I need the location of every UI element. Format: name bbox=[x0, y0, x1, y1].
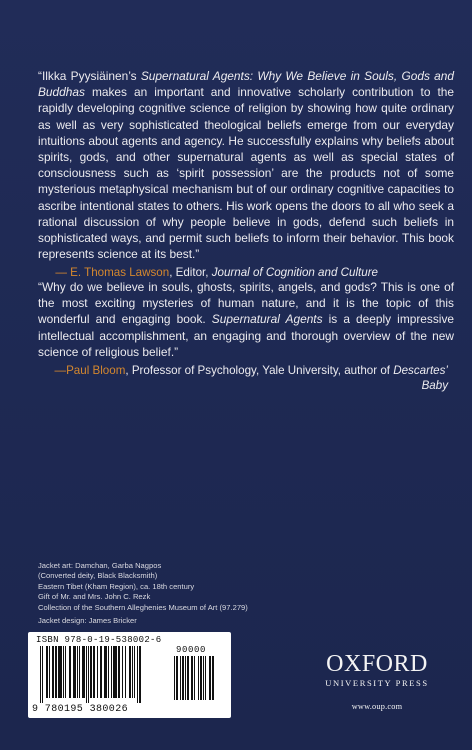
barcode-bar bbox=[191, 656, 193, 700]
barcode-bar bbox=[122, 646, 123, 698]
barcode-bar bbox=[77, 646, 78, 698]
barcode-bar bbox=[187, 656, 189, 700]
barcode-bar bbox=[55, 646, 57, 698]
barcode-bar bbox=[182, 656, 184, 700]
quote-body: is a deeply impressive intellectual accomplishment, an engaging and thorough overview of the new science of religious belief.” bbox=[38, 312, 454, 359]
barcode-bar bbox=[125, 646, 126, 698]
attribution-dash: — bbox=[55, 266, 67, 280]
credit-line: Collection of the Southern Alleghenies Museum of Art (97.279) bbox=[38, 602, 248, 612]
credit-line: Gift of Mr. and Mrs. John C. Rezk bbox=[38, 592, 151, 602]
quote-book-title: Supernatural Agents bbox=[211, 312, 323, 327]
barcode-bar bbox=[132, 646, 133, 698]
attribution-dash: — bbox=[54, 364, 67, 378]
barcode-bar bbox=[113, 646, 117, 698]
barcode-bar bbox=[205, 656, 206, 700]
barcode-bar bbox=[90, 646, 92, 698]
endorser-affiliation: Descartes’ Baby bbox=[393, 364, 448, 393]
quote-lead: “Ilkka Pyysiäinen’s bbox=[38, 69, 141, 83]
barcode-bar bbox=[104, 646, 107, 698]
ean-number: 9 780195 380026 bbox=[32, 704, 129, 715]
barcode-bar bbox=[185, 656, 186, 700]
barcode-bar bbox=[203, 656, 204, 700]
barcode-bar bbox=[134, 646, 135, 698]
barcode-bar bbox=[194, 656, 195, 700]
barcode-bar bbox=[100, 646, 102, 698]
endorser-name: Paul Bloom bbox=[66, 364, 126, 378]
endorsement-quote bbox=[38, 68, 454, 262]
barcode-bar bbox=[139, 646, 141, 703]
publisher-url[interactable]: www.oup.com bbox=[351, 702, 403, 711]
barcode-bar bbox=[176, 656, 178, 700]
barcode-bar bbox=[198, 656, 199, 700]
endorser-role: , Editor, bbox=[169, 266, 212, 280]
barcode-bars bbox=[40, 646, 170, 704]
endorsement-attribution bbox=[38, 363, 454, 393]
endorser-affiliation: Journal of Cognition and Culture bbox=[211, 266, 378, 280]
barcode-bar bbox=[129, 646, 131, 698]
quote-book-title: Supernatural Agents: Why We Believe in Souls, Gods and Buddhas bbox=[38, 69, 455, 100]
barcode-bar bbox=[200, 656, 202, 700]
endorsement-bloom bbox=[38, 279, 454, 393]
barcode-bar bbox=[137, 646, 138, 703]
barcode-bar bbox=[209, 656, 211, 700]
quote-lead: “Why do we believe in souls, ghosts, spirits, angels, and gods? This is one of the most exciting mysteries of human nature, and it is the topic of this wonderful and engaging book. bbox=[38, 280, 454, 327]
jacket-credits bbox=[38, 561, 338, 626]
barcode-bar bbox=[65, 646, 66, 698]
credit-line: Eastern Tibet (Kham Region), ca. 18th century bbox=[38, 581, 195, 591]
barcode-bar bbox=[97, 646, 98, 698]
barcode-bar bbox=[108, 646, 109, 698]
jacket-design-credit: Jacket design: James Bricker bbox=[38, 616, 137, 626]
endorsement-quote bbox=[38, 279, 454, 360]
barcode-bar bbox=[69, 646, 71, 698]
credit-line: (Converted deity, Black Blacksmith) bbox=[38, 571, 158, 581]
endorser-role: , Professor of Psychology, Yale University, author of bbox=[125, 364, 394, 378]
isbn-number: ISBN 978-0-19-538002-6 bbox=[36, 635, 162, 645]
barcode-bar bbox=[111, 646, 112, 698]
barcode-bar bbox=[63, 646, 64, 698]
endorsement-lawson bbox=[38, 68, 454, 280]
barcode-bar bbox=[40, 646, 41, 703]
barcode-bar bbox=[46, 646, 48, 698]
barcode-bar bbox=[86, 646, 87, 703]
publisher-name: OXFORD bbox=[326, 651, 428, 677]
barcode-bar bbox=[52, 646, 54, 698]
credit-line: Jacket art: Damchan, Garba Nagpos bbox=[38, 561, 162, 570]
isbn-barcode bbox=[28, 632, 231, 718]
barcode-bar bbox=[79, 646, 80, 698]
endorser-name: E. Thomas Lawson bbox=[70, 266, 170, 280]
barcode-bar bbox=[93, 646, 95, 698]
barcode-bar bbox=[49, 646, 50, 698]
price-code: 90000 bbox=[176, 645, 207, 655]
barcode-bar bbox=[180, 656, 181, 700]
barcode-bar bbox=[58, 646, 62, 698]
barcode-bar bbox=[212, 656, 214, 700]
barcode-bar bbox=[174, 656, 175, 700]
quote-body: makes an important and innovative scholarly contribution to the rapidly developing cognitive science of religion by showing how quite ordinary as well as very sophisticated theological beliefs emerge from our everyday intuitions about agents and agency. He successfully explains why beliefs about spirits, gods, and other supernatural agents as well as special states of consciousness such as ‘spirit possession’ are the products not of some mysterious metaphysical mechanism but of our ordinary cognitive capacities to ascribe intentional states to others. His work opens the doors to all who seek a rational discussion of why people believe in gods, defend such beliefs in sophisticated ways, and permit such beliefs to inform their behavior. This book represents science at its best.” bbox=[38, 85, 454, 262]
publisher-subtitle: UNIVERSITY PRESS bbox=[325, 678, 429, 688]
barcode-bar bbox=[88, 646, 89, 703]
barcode-bar bbox=[82, 646, 85, 698]
barcode-bar bbox=[118, 646, 120, 698]
addon-barcode-bars bbox=[174, 656, 224, 702]
barcode-bar bbox=[42, 646, 43, 703]
publisher-logo bbox=[302, 651, 452, 711]
barcode-bar bbox=[73, 646, 76, 698]
